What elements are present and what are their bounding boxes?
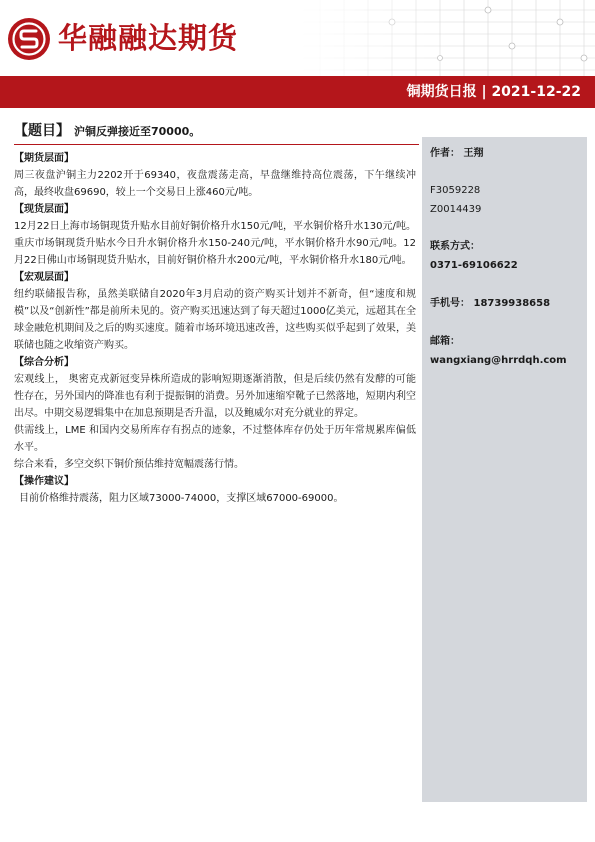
certificate-number: F3059228 xyxy=(430,185,481,196)
author-name: 王翔 xyxy=(463,148,484,159)
headline xyxy=(14,120,200,142)
section-analysis xyxy=(14,354,416,473)
section-spot xyxy=(14,201,416,269)
mobile-number: 18739938658 xyxy=(473,298,551,309)
contact-phone: 0371-69106622 xyxy=(430,260,518,271)
page-header xyxy=(0,0,595,76)
email-label: 邮箱： xyxy=(430,336,460,347)
section-advice xyxy=(14,473,416,507)
certificate-number: Z0014439 xyxy=(430,204,482,215)
headline-tag: 【题目】 xyxy=(14,123,70,139)
email-address: wangxiang@hrrdqh.com xyxy=(430,355,567,366)
section-title: 【宏观层面】 xyxy=(14,272,74,283)
section-macro xyxy=(14,269,416,354)
section-paragraph: 目前价格维持震荡，阻力区域73000-74000，支撑区域67000-69000。 xyxy=(19,493,344,504)
company-brand-name: 华融融达期货 xyxy=(58,21,239,55)
section-paragraph: 供需线上，LME 和国内交易所库存有拐点的迹象，不过整体库存仍处于历年常规累库偏低水平。 xyxy=(14,425,416,453)
report-body xyxy=(14,150,416,507)
section-paragraph: 宏观线上， 奥密克戎新冠变异株所造成的影响短期逐渐消散，但是后续仍然有发酵的可能性存在，另外国内的降准也有利于提振铜的消费。另外加速缩窄靴子已然落地，短期内利空出尽。中期交易逻辑集中在加息预期是否升温，以及鲍威尔对充分就业的界定。 xyxy=(14,374,416,419)
section-futures xyxy=(14,150,416,201)
section-title: 【综合分析】 xyxy=(14,357,74,368)
author-label: 作者： xyxy=(430,148,460,159)
section-paragraph: 周三夜盘沪铜主力2202开于69340，夜盘震荡走高，早盘继维持高位震荡，下午继续冲高，最终收盘69690，较上一个交易日上涨460元/吨。 xyxy=(14,170,416,198)
headline-text: 沪铜反弹接近至70000。 xyxy=(74,125,201,138)
section-paragraph: 12月22日上海市场铜现货升贴水目前好铜价格升水150元/吨，平水铜价格升水130元/吨。重庆市场铜现货升贴水今日升水铜价格升水150-240元/吨，平水铜价格升水90元/吨。12月22日佛山市场铜现货升贴水，目前好铜价格升水200元/吨，平水铜价格升水180元/吨。 xyxy=(14,221,416,266)
section-title: 【操作建议】 xyxy=(14,476,74,487)
author-line xyxy=(430,145,585,162)
report-title-bar xyxy=(0,76,595,108)
author-info xyxy=(430,145,585,369)
company-logo-icon xyxy=(7,17,51,61)
mobile-line xyxy=(430,295,585,312)
headline-divider xyxy=(14,144,419,145)
section-title: 【期货层面】 xyxy=(14,153,74,164)
decorative-grid-pattern xyxy=(300,0,595,76)
contact-label: 联系方式： xyxy=(430,241,480,252)
section-paragraph: 纽约联储报告称，虽然美联储自2020年3月启动的资产购买计划并不新奇，但“速度和规模”以及“创新性”都是前所未见的。资产购买迅速达到了每天超过1000亿美元，远超其在全球金融危机期间及之后的购买速度。随着市场环境迅速改善，这些购买似乎起到了效果，美联储也随之收缩资产购买。 xyxy=(14,289,416,351)
section-title: 【现货层面】 xyxy=(14,204,74,215)
mobile-label: 手机号： xyxy=(430,298,470,309)
section-paragraph: 综合来看，多空交织下铜价预估维持宽幅震荡行情。 xyxy=(14,459,244,470)
report-title: 铜期货日报 | 2021-12-22 xyxy=(406,84,581,100)
